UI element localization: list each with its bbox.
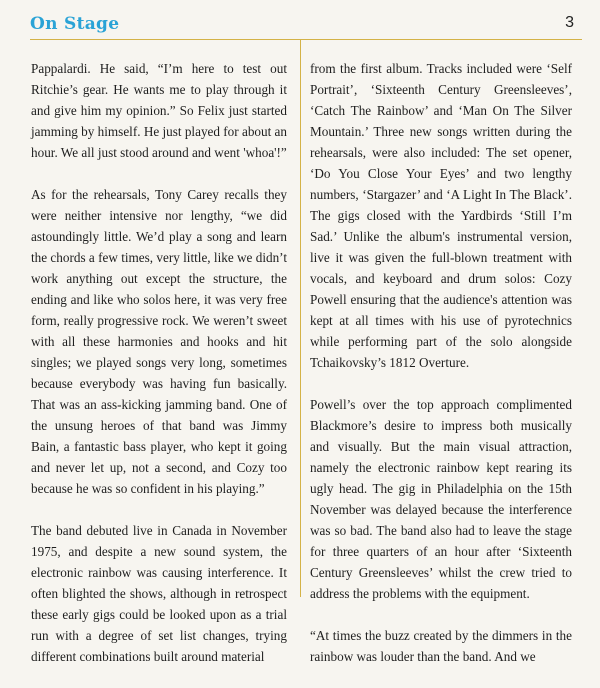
header-rule [30, 39, 582, 40]
section-title: On Stage [30, 14, 120, 34]
paragraph: The band debuted live in Canada in November 1975, and despite a new sound system, the electronic rainbow was causing interference. It often blighted the shows, although in retrospect these early gigs could be looked upon as a trial run with a degree of set list changes, trying different combinations built around material [31, 523, 287, 664]
paragraph: Powell’s over the top approach complimented Blackmore’s desire to impress both musically and visually. But the main visual attraction, namely the electronic rainbow kept rearing its ugly head. The gig in Philadelphia on the 15th November was delayed because the interference was so bad. The band also had to leave the stage for three quarters of an hour after ‘Sixteenth Century Greensleeves’ whilst the crew tried to address the problems with the equipment. [310, 397, 572, 601]
paragraph: from the first album. Tracks included were ‘Self Portrait’, ‘Sixteenth Century Greensleeves’, ‘Catch The Rainbow’ and ‘Man On The Silver Mountain.’ Three new songs written during the rehearsals, were also included: The set opener, ‘Do You Close Your Eyes’ and two lengthy numbers, ‘Stargazer’ and ‘A Light In The Black’. The gigs closed with the Yardbirds ‘Still I’m Sad.’ Unlike the album's instrumental version, live it was given the full-blown treatment with vocals, and keyboard and drum solos: Cozy Powell ensuring that the audience's attention was kept at all times with his use of pyrotechnics while performing part of the solo alongside Tchaikovsky’s 1812 Overture. [310, 61, 572, 370]
paragraph: Pappalardi. He said, “I’m here to test out Ritchie’s gear. He wants me to play through it and give him my opinion.” So Felix just started jamming by himself. He just played for about an hour. We all just stood around and went 'whoa'!” [31, 61, 288, 160]
page-number: 3 [565, 14, 574, 31]
paragraph: “At times the buzz created by the dimmers in the rainbow was louder than the band. And we [310, 628, 572, 664]
page-header [30, 10, 582, 46]
left-column [31, 58, 287, 688]
paragraph: As for the rehearsals, Tony Carey recalls they were neither intensive nor lengthy, “we did astoundingly little. We’d play a song and learn the chords a few times, very little, like we didn’t work anything out except the structure, the ending and like who solos here, it was very free form, really progressive rock. We weren’t sweet with all these harmonies and hooks and hit singles; we played songs very long, sometimes because everybody was having fun basically. That was an ass-kicking jamming band. One of the unsung heroes of that band was Jimmy Bain, a fantastic bass player, who kept it going and never let up, not a second, and Cozy too because he was so confident in his playing.” [31, 187, 287, 496]
right-column [310, 58, 572, 688]
column-divider [300, 40, 301, 597]
